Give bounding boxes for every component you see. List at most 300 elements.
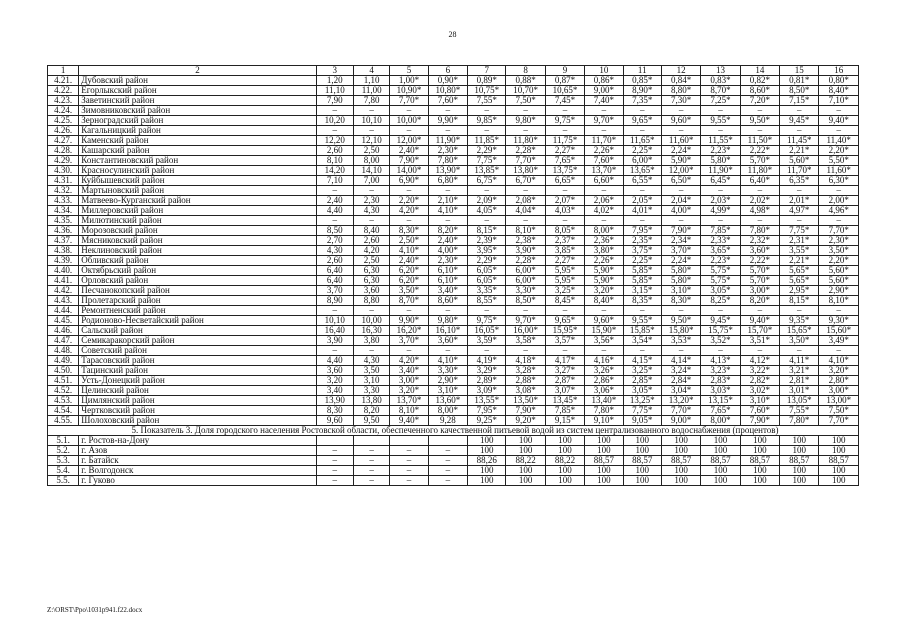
table-cell: 8,40* (819, 86, 859, 96)
table-cell: 8,00 (353, 156, 389, 166)
table-cell: 3,01* (780, 386, 819, 396)
table-cell: 3,30 (353, 386, 389, 396)
table-cell: – (353, 346, 389, 356)
table-cell: – (353, 106, 389, 116)
table-row (48, 236, 859, 246)
table-cell: 4,20* (390, 356, 428, 366)
table-cell: – (353, 456, 389, 466)
table-cell: 0,80* (819, 76, 859, 86)
table-cell: – (316, 346, 353, 356)
table-cell: 7,00 (353, 176, 389, 186)
table-cell: 7,50* (506, 96, 545, 106)
table-cell: – (661, 306, 700, 316)
table-cell: 4,40 (316, 356, 353, 366)
table-cell: 6,55* (623, 176, 661, 186)
table-cell: 16,30 (353, 326, 389, 336)
table-cell: 8,55* (468, 296, 506, 306)
table-cell: 4,20 (353, 246, 389, 256)
table-cell: 9,60 (316, 416, 353, 426)
district-name: Кагальницкий район (79, 126, 316, 136)
row-index: 5.3. (48, 456, 79, 466)
table-cell: 2,37* (545, 236, 584, 246)
table-cell: 3,80 (353, 336, 389, 346)
row-index: 4.27. (48, 136, 79, 146)
table-cell: 0,85* (623, 76, 661, 86)
table-cell: 88,57 (585, 456, 623, 466)
table-cell: 5,90* (585, 276, 623, 286)
table-cell: 2,26* (585, 146, 623, 156)
table-cell: – (428, 456, 467, 466)
table-row (48, 86, 859, 96)
row-index: 4.48. (48, 346, 79, 356)
table-cell: 88,26 (468, 456, 506, 466)
table-header-row (48, 66, 859, 76)
table-cell: 8,45* (545, 296, 584, 306)
table-cell: 3,49* (819, 336, 859, 346)
table-cell: – (428, 346, 467, 356)
section-title: 5. Показатель 3. Доля городского населения Ростовской области, обеспеченного качественной питьевой водой из систем централизованного водоснабжения (процентов) (48, 426, 859, 436)
table-row (48, 466, 859, 476)
table-cell: 3,50* (819, 246, 859, 256)
table-cell: 5,70* (740, 266, 779, 276)
district-name: Обливский район (79, 256, 316, 266)
table-cell: – (661, 216, 700, 226)
column-header: 11 (623, 66, 661, 76)
table-cell: 6,45* (701, 176, 740, 186)
table-cell: 8,10* (819, 296, 859, 306)
table-cell: 9,60* (661, 116, 700, 126)
table-cell: 7,75* (468, 156, 506, 166)
table-cell: 2,39* (468, 236, 506, 246)
table-cell: 3,95* (468, 246, 506, 256)
table-cell: – (819, 126, 859, 136)
table-cell: 2,21* (780, 256, 819, 266)
table-cell: 4,10* (819, 356, 859, 366)
table-cell: – (819, 346, 859, 356)
table-cell: 3,05* (623, 386, 661, 396)
table-cell: – (545, 186, 584, 196)
table-row (48, 106, 859, 116)
table-cell: 6,40 (316, 266, 353, 276)
table-cell: 100 (661, 436, 700, 446)
table-cell: 9,05* (623, 416, 661, 426)
table-cell: 2,60 (353, 236, 389, 246)
table-cell: 9,00* (585, 86, 623, 96)
table-cell: 16,40 (316, 326, 353, 336)
table-cell: 3,20* (585, 286, 623, 296)
table-cell: 7,40* (585, 96, 623, 106)
table-cell: 6,30* (819, 176, 859, 186)
column-header: 9 (545, 66, 584, 76)
table-cell: 8,00* (585, 226, 623, 236)
table-cell: 11,10 (316, 86, 353, 96)
table-cell: 2,20* (819, 256, 859, 266)
table-cell: 12,00* (661, 166, 700, 176)
table-cell: 13,05* (780, 396, 819, 406)
district-name: Константиновский район (79, 156, 316, 166)
table-cell: 2,70 (316, 236, 353, 246)
table-cell: 5,65* (780, 276, 819, 286)
table-cell: 9,40* (740, 316, 779, 326)
table-cell: 3,40* (390, 366, 428, 376)
table-cell: – (780, 306, 819, 316)
table-cell: 100 (468, 466, 506, 476)
table-cell: 100 (740, 446, 779, 456)
table-cell: 88,57 (780, 456, 819, 466)
table-cell: 4,11* (780, 356, 819, 366)
table-cell: 100 (506, 436, 545, 446)
section-title-row (48, 426, 859, 436)
table-cell: 3,05* (701, 286, 740, 296)
table-cell: 2,85* (623, 376, 661, 386)
table-cell: 7,90 (316, 96, 353, 106)
table-cell: 14,10 (353, 166, 389, 176)
table-cell: – (390, 456, 428, 466)
row-index: 4.31. (48, 176, 79, 186)
table-cell: – (585, 126, 623, 136)
table-cell: 5,80* (661, 266, 700, 276)
data-table-container (47, 65, 859, 486)
table-cell: 13,55* (468, 396, 506, 406)
district-name: Миллеровский район (79, 206, 316, 216)
table-cell: – (780, 346, 819, 356)
table-cell: – (545, 346, 584, 356)
table-cell: 2,29* (468, 256, 506, 266)
table-cell: 9,65* (623, 116, 661, 126)
district-name: Советский район (79, 346, 316, 356)
table-cell: 3,60* (740, 246, 779, 256)
table-cell: – (316, 216, 353, 226)
table-cell: 100 (780, 436, 819, 446)
table-cell: 100 (819, 466, 859, 476)
table-cell: 6,05* (468, 276, 506, 286)
table-cell: 3,60* (428, 336, 467, 346)
table-cell: 2,90* (819, 286, 859, 296)
table-row (48, 216, 859, 226)
table-cell: – (316, 446, 353, 456)
table-row (48, 386, 859, 396)
table-cell: 7,70* (506, 156, 545, 166)
table-row (48, 396, 859, 406)
table-cell: 7,70* (390, 96, 428, 106)
table-cell: 9,50* (740, 116, 779, 126)
table-cell: 7,50* (819, 406, 859, 416)
table-cell: – (316, 456, 353, 466)
table-cell: 3,55* (780, 246, 819, 256)
table-cell: 15,65* (780, 326, 819, 336)
table-cell: 7,80* (740, 226, 779, 236)
table-cell: 100 (780, 446, 819, 456)
row-index: 4.32. (48, 186, 79, 196)
district-name: г. Батайск (79, 456, 316, 466)
row-index: 4.39. (48, 256, 79, 266)
table-cell: 100 (701, 436, 740, 446)
table-cell: 7,90* (740, 416, 779, 426)
district-name: Зерноградский район (79, 116, 316, 126)
table-cell: 7,35* (623, 96, 661, 106)
table-cell: 8,60* (740, 86, 779, 96)
table-cell: – (585, 106, 623, 116)
table-cell: 5,80* (661, 276, 700, 286)
table-cell: 6,75* (468, 176, 506, 186)
row-index: 5.1. (48, 436, 79, 446)
table-cell: 7,80 (353, 96, 389, 106)
table-cell: 13,25* (623, 396, 661, 406)
table-cell: 8,50* (506, 296, 545, 306)
row-index: 4.50. (48, 366, 79, 376)
table-cell: 2,04* (661, 196, 700, 206)
table-cell: 2,03* (701, 196, 740, 206)
table-cell: 4,05* (468, 206, 506, 216)
table-cell: 11,00 (353, 86, 389, 96)
table-cell: 3,70* (661, 246, 700, 256)
table-cell: 6,50* (661, 176, 700, 186)
table-row (48, 96, 859, 106)
table-cell: – (623, 306, 661, 316)
table-cell: 8,00* (428, 406, 467, 416)
table-cell: 2,34* (661, 236, 700, 246)
table-cell: 6,40* (740, 176, 779, 186)
table-cell: 10,00 (353, 316, 389, 326)
table-cell: 3,29* (468, 366, 506, 376)
table-cell: – (623, 126, 661, 136)
table-cell: 5,70* (740, 276, 779, 286)
table-cell: 8,90 (316, 296, 353, 306)
table-row (48, 356, 859, 366)
table-cell: 9,85* (468, 116, 506, 126)
table-cell: 4,17* (545, 356, 584, 366)
table-cell: 2,01* (780, 196, 819, 206)
table-cell: 9,65* (545, 316, 584, 326)
table-cell: – (545, 216, 584, 226)
table-cell: 3,51* (740, 336, 779, 346)
table-cell: 11,40* (819, 136, 859, 146)
table-row (48, 376, 859, 386)
table-row (48, 266, 859, 276)
row-index: 4.26. (48, 126, 79, 136)
district-name: Морозовский район (79, 226, 316, 236)
table-cell: 2,81* (780, 376, 819, 386)
table-cell: 100 (623, 476, 661, 486)
row-index: 4.43. (48, 296, 79, 306)
table-cell: 3,57* (545, 336, 584, 346)
table-cell: 2,28* (506, 256, 545, 266)
table-cell: 7,10 (316, 176, 353, 186)
table-cell: 12,20 (316, 136, 353, 146)
table-cell: 4,30 (353, 206, 389, 216)
table-cell: 3,20* (390, 386, 428, 396)
table-cell: – (740, 306, 779, 316)
table-cell: – (506, 106, 545, 116)
table-cell: 3,20* (819, 366, 859, 376)
table-row (48, 226, 859, 236)
table-cell: – (468, 126, 506, 136)
table-row (48, 116, 859, 126)
table-cell: 3,09* (468, 386, 506, 396)
table-cell: 5,60* (819, 266, 859, 276)
table-cell: 9,25* (468, 416, 506, 426)
table-cell: – (623, 186, 661, 196)
table-cell: 3,10 (353, 376, 389, 386)
table-cell: 3,10* (661, 286, 700, 296)
table-cell: 8,70* (701, 86, 740, 96)
table-cell: 100 (819, 446, 859, 456)
table-cell: 2,50 (353, 146, 389, 156)
table-cell: 6,30 (353, 276, 389, 286)
table-cell: 2,38* (506, 236, 545, 246)
district-name: Сальский район (79, 326, 316, 336)
table-row (48, 256, 859, 266)
table-cell: 11,50* (740, 136, 779, 146)
table-cell: 9,90* (390, 316, 428, 326)
table-cell: 5,65* (780, 266, 819, 276)
table-cell: – (428, 476, 467, 486)
table-cell: 7,60* (428, 96, 467, 106)
table-cell: 13,65* (623, 166, 661, 176)
district-name: Семикаракорский район (79, 336, 316, 346)
table-cell: 16,05* (468, 326, 506, 336)
table-cell: 4,98* (740, 206, 779, 216)
table-cell: 11,90* (701, 166, 740, 176)
table-cell: 16,10* (428, 326, 467, 336)
table-cell: 7,70* (661, 406, 700, 416)
row-index: 4.47. (48, 336, 79, 346)
table-cell: – (390, 306, 428, 316)
table-cell: 4,10* (428, 356, 467, 366)
row-index: 4.21. (48, 76, 79, 86)
district-name: Красносулинский район (79, 166, 316, 176)
table-cell: 7,90* (506, 406, 545, 416)
row-index: 4.52. (48, 386, 79, 396)
table-row (48, 126, 859, 136)
table-cell: 11,55* (701, 136, 740, 146)
table-row (48, 316, 859, 326)
table-cell: 8,90* (623, 86, 661, 96)
table-cell: 2,23* (701, 146, 740, 156)
table-cell: 13,20* (661, 396, 700, 406)
column-header: 1 (48, 66, 79, 76)
table-cell: 2,60 (316, 256, 353, 266)
table-cell: 11,80* (506, 136, 545, 146)
row-index: 5.2. (48, 446, 79, 456)
table-cell: 5,60* (819, 276, 859, 286)
table-row (48, 366, 859, 376)
table-cell: 4,03* (545, 206, 584, 216)
table-cell: 9,55* (623, 316, 661, 326)
table-cell: 9,50 (353, 416, 389, 426)
table-cell: 13,15* (701, 396, 740, 406)
table-cell: 3,03* (701, 386, 740, 396)
row-index: 4.55. (48, 416, 79, 426)
table-cell: – (316, 466, 353, 476)
district-name: Заветинский район (79, 96, 316, 106)
table-row (48, 346, 859, 356)
table-cell: 1,20 (316, 76, 353, 86)
table-cell: 13,70* (585, 166, 623, 176)
row-index: 4.46. (48, 326, 79, 336)
table-cell: 2,10* (428, 196, 467, 206)
row-index: 4.51. (48, 376, 79, 386)
table-cell: 9,45* (701, 316, 740, 326)
table-cell: 4,16* (585, 356, 623, 366)
table-cell: 9,30* (819, 316, 859, 326)
table-row (48, 146, 859, 156)
table-cell: 6,65* (545, 176, 584, 186)
table-cell: 6,40 (316, 276, 353, 286)
table-cell: 7,85* (701, 226, 740, 236)
table-cell: 16,00* (506, 326, 545, 336)
table-cell: 15,95* (545, 326, 584, 336)
table-cell: 7,55* (780, 406, 819, 416)
district-name: Матвеево-Курганский район (79, 196, 316, 206)
table-cell: 100 (506, 466, 545, 476)
table-cell: – (545, 306, 584, 316)
table-cell: 9,20* (506, 416, 545, 426)
row-index: 4.38. (48, 246, 79, 256)
table-cell: 9,50* (661, 316, 700, 326)
table-cell: 2,50* (390, 236, 428, 246)
table-cell: 2,32* (740, 236, 779, 246)
district-name: Шолоховский район (79, 416, 316, 426)
table-cell: – (428, 216, 467, 226)
table-cell: 0,81* (780, 76, 819, 86)
row-index: 4.36. (48, 226, 79, 236)
table-cell: 5,90* (585, 266, 623, 276)
table-cell: 7,95* (623, 226, 661, 236)
table-cell: – (780, 126, 819, 136)
table-cell: 9,15* (545, 416, 584, 426)
table-cell: 12,10 (353, 136, 389, 146)
table-cell: – (819, 216, 859, 226)
table-cell: – (316, 106, 353, 116)
table-cell: 2,88* (506, 376, 545, 386)
table-cell: 8,20* (740, 296, 779, 306)
table-cell: – (661, 106, 700, 116)
table-cell: 88,22 (545, 456, 584, 466)
table-cell: 3,22* (740, 366, 779, 376)
table-cell: – (780, 186, 819, 196)
district-name: Куйбышевский район (79, 176, 316, 186)
table-cell: 9,55* (701, 116, 740, 126)
row-index: 4.25. (48, 116, 79, 126)
table-cell: – (390, 126, 428, 136)
table-cell: 3,24* (661, 366, 700, 376)
table-cell: 2,40* (390, 256, 428, 266)
table-cell: 3,54* (623, 336, 661, 346)
table-row (48, 286, 859, 296)
table-cell: 9,40* (390, 416, 428, 426)
table-cell: 13,00* (819, 396, 859, 406)
table-cell: – (506, 126, 545, 136)
table-cell: 2,35* (623, 236, 661, 246)
table-cell: 100 (506, 476, 545, 486)
table-cell: 5,75* (701, 266, 740, 276)
table-cell: 2,30* (819, 236, 859, 246)
table-cell: 100 (545, 466, 584, 476)
table-cell: 2,05* (623, 196, 661, 206)
table-cell: 2,40* (390, 146, 428, 156)
table-cell: 7,85* (545, 406, 584, 416)
table-cell: 7,75* (780, 226, 819, 236)
table-cell: 1,00* (390, 76, 428, 86)
row-index: 4.28. (48, 146, 79, 156)
table-cell: 8,10* (390, 406, 428, 416)
district-name: Ремонтненский район (79, 306, 316, 316)
table-row (48, 326, 859, 336)
table-cell: 6,80* (428, 176, 467, 186)
table-cell: 0,88* (506, 76, 545, 86)
table-cell: 0,89* (468, 76, 506, 86)
